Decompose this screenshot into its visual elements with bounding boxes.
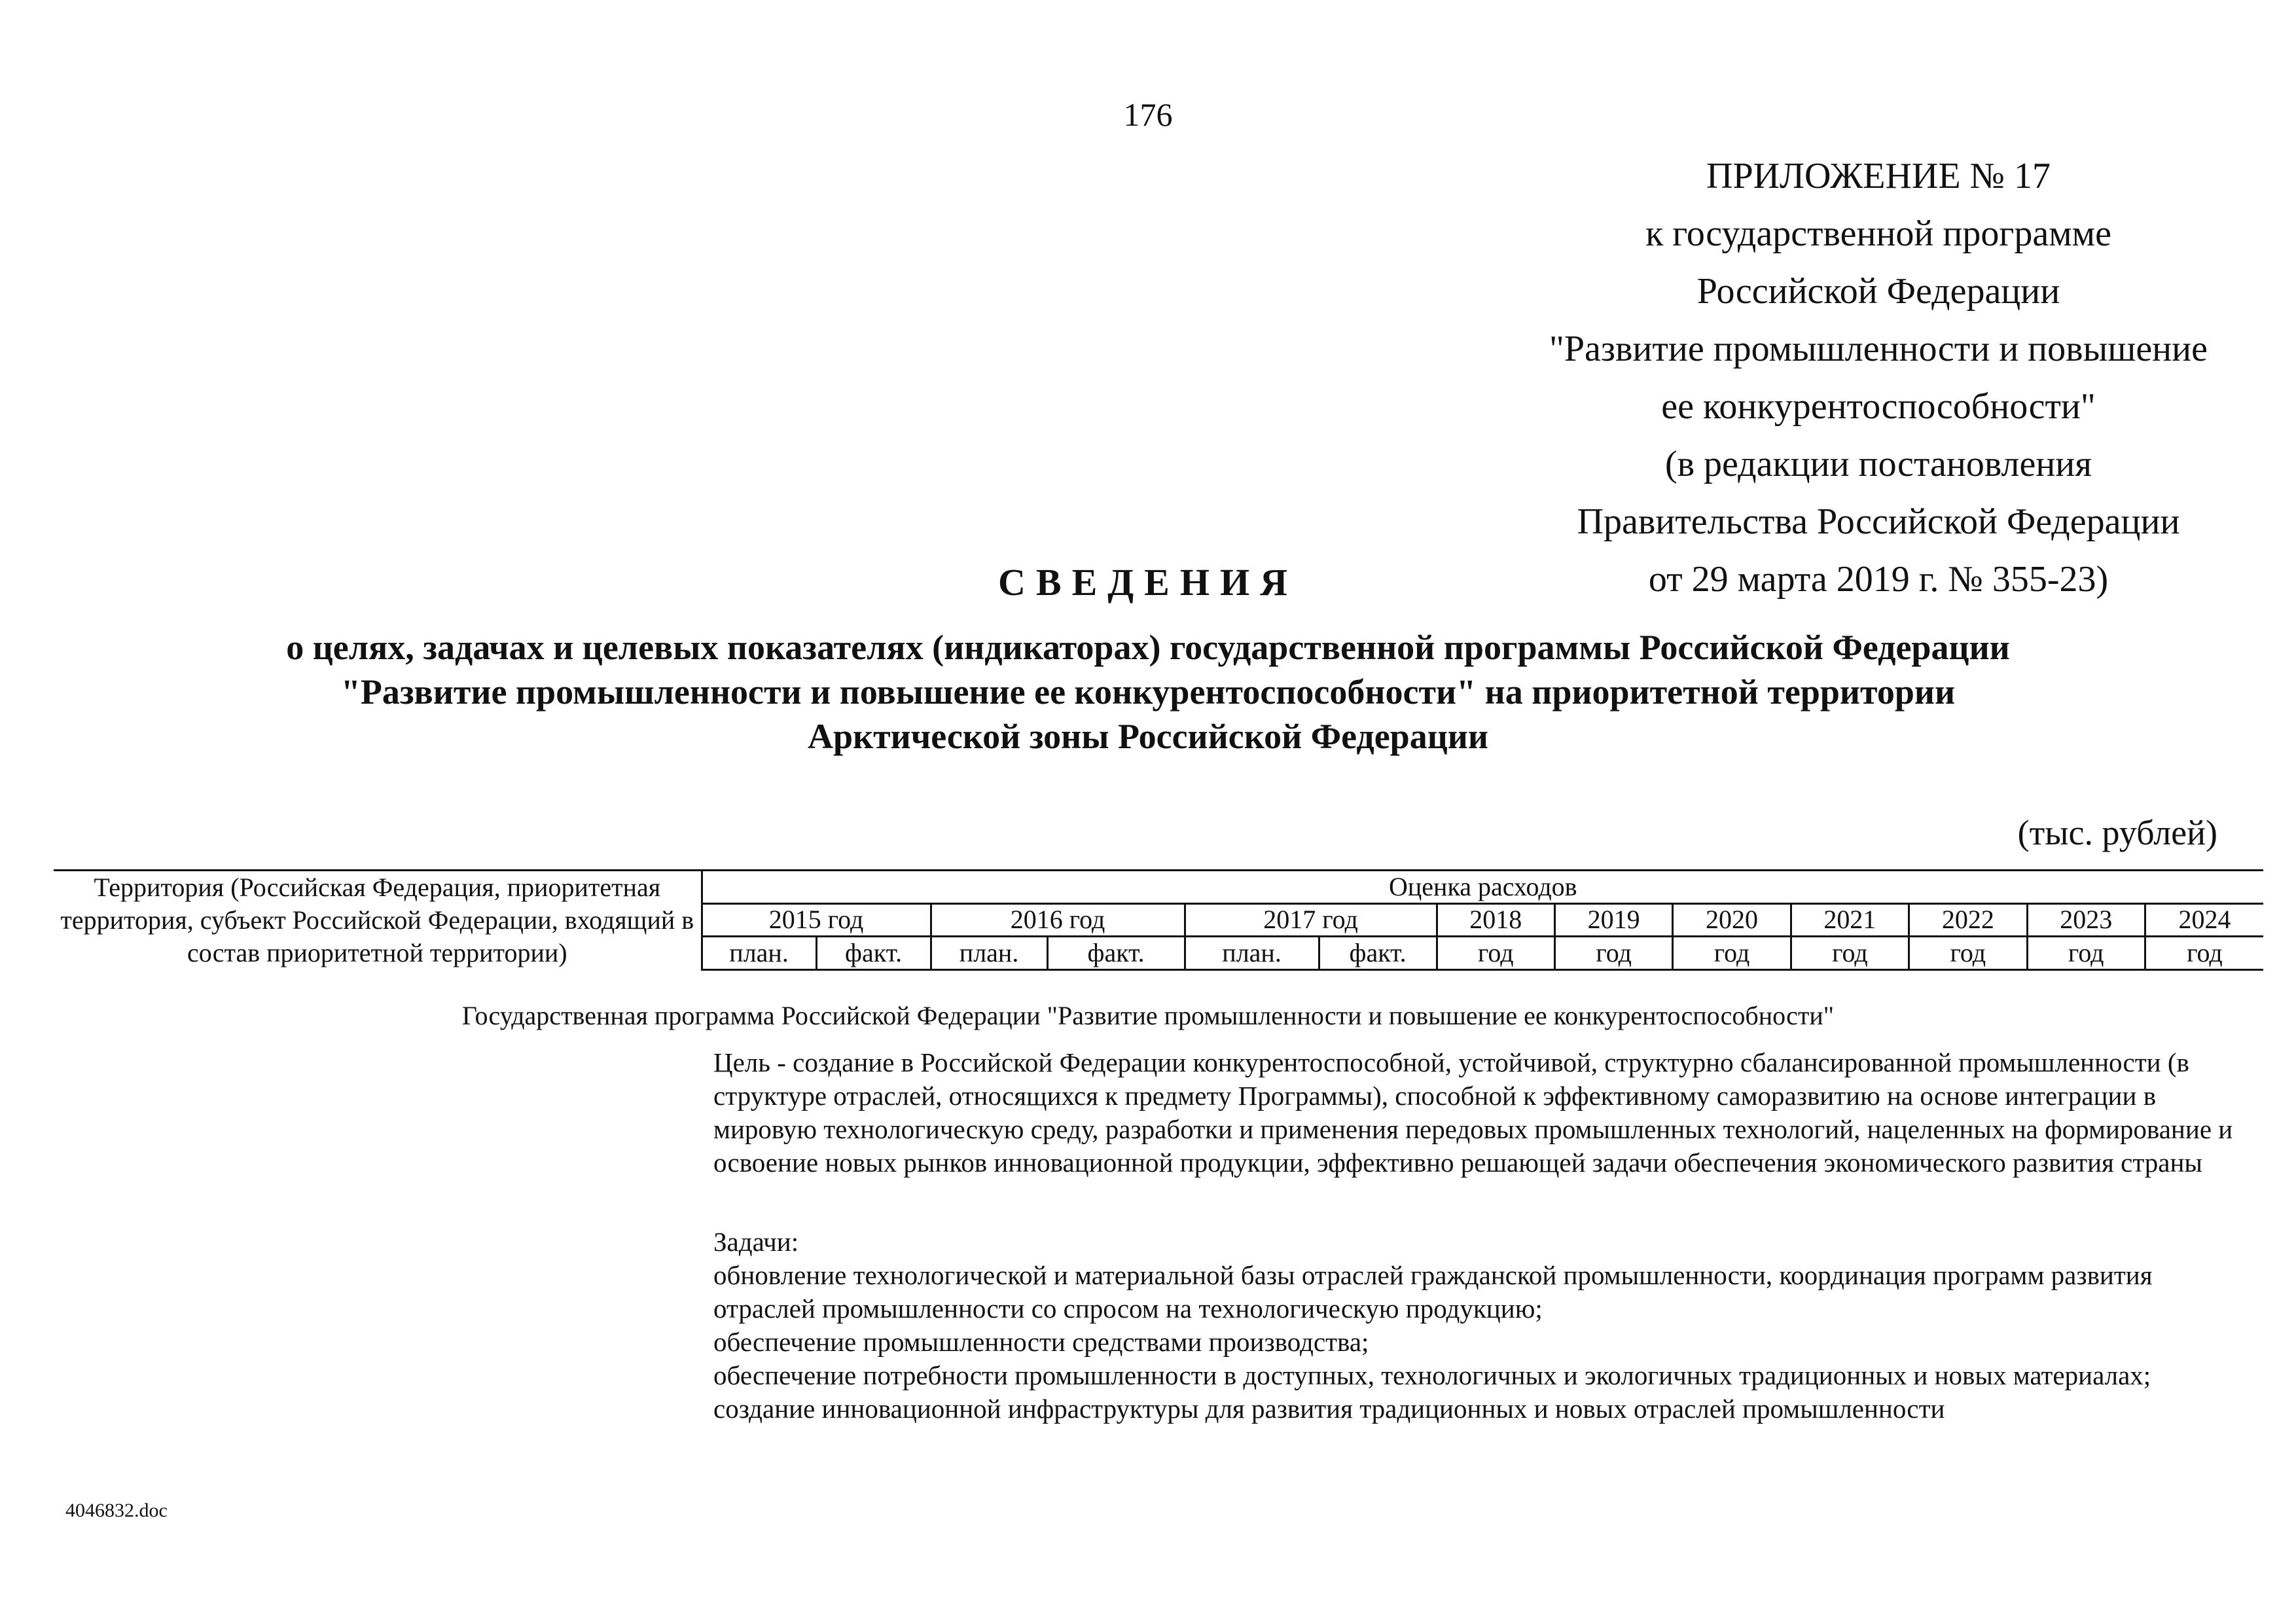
year-2016-header: 2016 год [931,903,1185,937]
year-unit-2018: год [1437,937,1554,970]
subtitle-line: о целях, задачах и целевых показателях (индикаторах) государственной программы Российской Федерации [286,628,2010,667]
subtitle-line: Арктической зоны Российской Федерации [807,717,1489,756]
appendix-line: "Развитие промышленности и повышение [1549,329,2208,369]
year-2015-header: 2015 год [702,903,931,937]
expenses-table [54,869,2263,971]
year-unit-2021: год [1791,937,1909,970]
document-heading: СВЕДЕНИЯ [998,561,1298,604]
year-2024-header: 2024 [2145,903,2263,937]
task-item: отраслей промышленности со спросом на технологическую продукцию; [713,1293,1543,1324]
territory-header: Территория (Российская Федерация, приоритетная территория, субъект Российской Федерации, входящий в состав приоритетной территории) [54,871,702,970]
year-2022-header: 2022 [1909,903,2027,937]
page-number: 176 [1123,96,1173,133]
appendix-line: (в редакции постановления [1664,444,2092,484]
appendix-line: Правительства Российской Федерации [1577,501,2180,542]
task-item: обновление технологической и материальной базы отраслей гражданской промышленности, координация программ развития [713,1260,2153,1290]
year-2018-header: 2018 [1437,903,1554,937]
file-name: 4046832.doc [65,1500,168,1521]
year-2021-header: 2021 [1791,903,1909,937]
document-subtitle [0,625,2296,759]
year-unit-2023: год [2027,937,2145,970]
task-item: обеспечение потребности промышленности в доступных, технологичных и экологичных традиционных и новых материалах; [713,1360,2151,1390]
fact-2017-header: факт. [1319,937,1437,970]
year-unit-2024: год [2145,937,2263,970]
plan-2017-header: план. [1185,937,1319,970]
plan-2016-header: план. [931,937,1047,970]
expenses-header: Оценка расходов [702,871,2263,904]
subtitle-line: "Развитие промышленности и повышение ее конкурентоспособности" на приоритетной территории [340,672,1956,712]
appendix-line: ПРИЛОЖЕНИЕ № 17 [1706,156,2051,196]
year-unit-2022: год [1909,937,2027,970]
year-unit-2020: год [1673,937,1791,970]
year-2017-header: 2017 год [1185,903,1437,937]
year-2023-header: 2023 [2027,903,2145,937]
plan-2015-header: план. [702,937,816,970]
tasks-block [713,1225,2251,1426]
units-label: (тыс. рублей) [2017,813,2217,852]
program-title: Государственная программа Российской Федерации "Развитие промышленности и повышение ее конкурентоспособности" [461,1001,1835,1030]
fact-2016-header: факт. [1047,937,1185,970]
year-unit-2019: год [1554,937,1672,970]
fact-2015-header: факт. [816,937,931,970]
appendix-line: к государственной программе [1645,213,2111,254]
goal-text: Цель - создание в Российской Федерации конкурентоспособной, устойчивой, структурно сбалансированной промышленности (в структуре отраслей, относящихся к предмету Программы), способной к эффективному саморазвитию на основе интеграции в мировую технологическую среду, разработки и применения передовых промышленных технологий, нацеленных на формирование и освоение новых рынков инновационной продукции, эффективно решающей задачи обеспечения экономического развития страны [713,1047,2233,1178]
appendix-line: ее конкурентоспособности" [1661,386,2096,427]
appendix-caption [1453,147,2296,608]
task-item: создание инновационной инфраструктуры для развития традиционных и новых отраслей промышленности [713,1394,1945,1424]
task-item: обеспечение промышленности средствами производства; [713,1327,1369,1357]
tasks-label: Задачи: [713,1227,799,1257]
year-2020-header: 2020 [1673,903,1791,937]
appendix-line: Российской Федерации [1696,271,2060,312]
appendix-line: от 29 марта 2019 г. № 355-23) [1648,559,2109,600]
year-2019-header: 2019 [1554,903,1672,937]
